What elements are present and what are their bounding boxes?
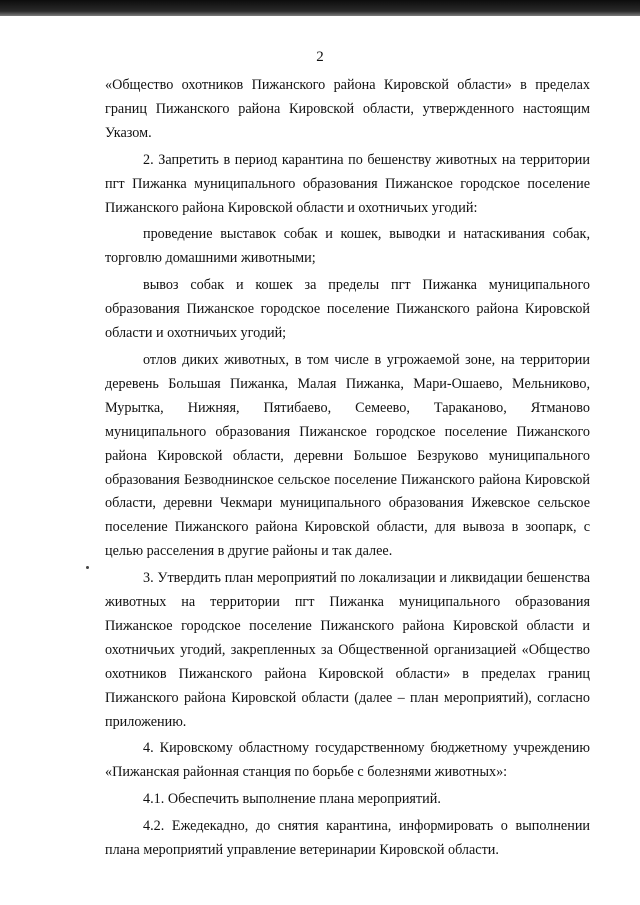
paragraph-item-4: 4. Кировскому областному государственному бюджетному учреждению «Пижанская районная станция по борьбе с болезнями животных»:	[105, 740, 590, 781]
paragraph-capture: отлов диких животных, в том числе в угрожаемой зоне, на территории деревень Большая Пижанка, Малая Пижанка, Мари-Ошаево, Мельниково, Мурытка, Нижняя, Пятибаево, Семеево, Тараканово, Ятманово муниципального образования Пижанское городское поселение Пижанского района Кировской области, деревни Большое Безруково муниципального образования Безводнинское сельское поселение Пижанского района Кировской области, деревни Чекмари муниципального образования Ижевское сельское поселение Пижанского района Кировской области, для вывоза в зоопарк, с целью расселения в другие районы и так далее.	[105, 351, 590, 560]
paragraph-export: вывоз собак и кошек за пределы пгт Пижанка муниципального образования Пижанское городское поселение Пижанского района Кировской области и охотничьих угодий;	[105, 277, 590, 342]
paragraph-item-4-2: 4.2. Ежедекадно, до снятия карантина, информировать о выполнении плана мероприятий управление ветеринарии Кировской области.	[105, 818, 590, 859]
paragraph-item-3: 3. Утвердить план мероприятий по локализации и ликвидации бешенства животных на территории пгт Пижанка муниципального образования Пижанское городское поселение Пижанского района Кировской области и охотничьих угодий, закрепленных за Общественной организацией «Общество охотников Пижанского района Кировской области» в пределах границ Пижанского района Кировской области (далее – план мероприятий), согласно приложению.	[105, 570, 590, 730]
paragraph-exhibitions: проведение выставок собак и кошек, выводки и натаскивания собак, торговлю домашними животными;	[105, 226, 590, 267]
document-body	[105, 74, 590, 863]
scan-speck	[86, 566, 89, 569]
paragraph-item-4-1: 4.1. Обеспечить выполнение плана мероприятий.	[143, 791, 441, 808]
scan-top-border	[0, 0, 640, 16]
paragraph-continuation: «Общество охотников Пижанского района Кировской области» в пределах границ Пижанского района Кировской области, утвержденного настоящим Указом.	[105, 77, 590, 141]
page-number: 2	[316, 49, 324, 65]
paragraph-item-2: 2. Запретить в период карантина по бешенству животных на территории пгт Пижанка муниципального образования Пижанское городское поселение Пижанского района Кировской области и охотничьих угодий:	[105, 151, 590, 216]
